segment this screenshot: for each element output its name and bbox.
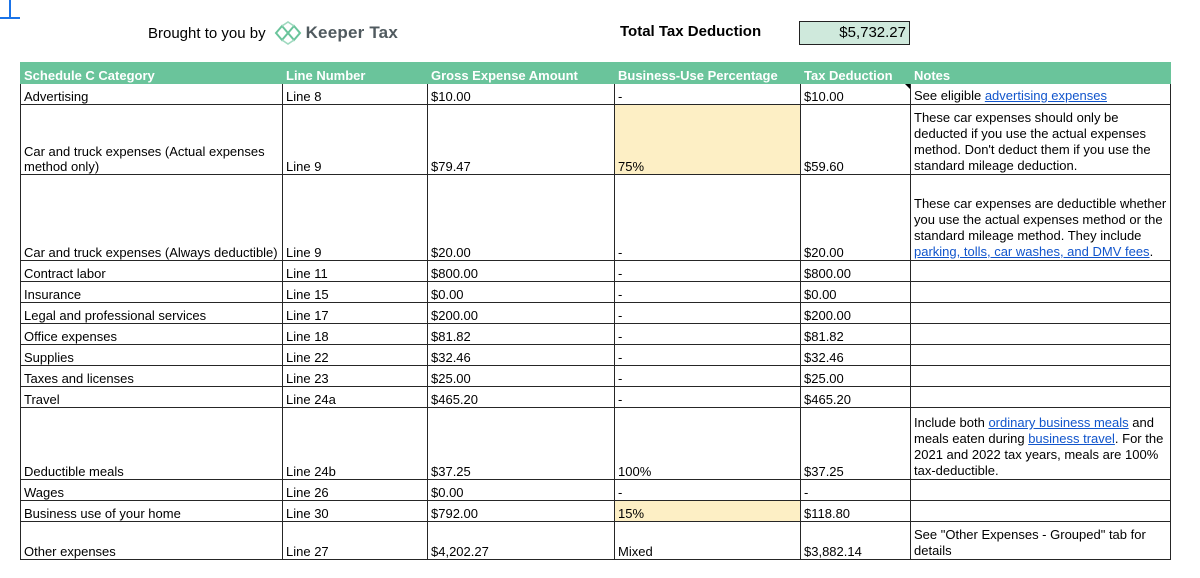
line-cell[interactable]: Line 9 (283, 105, 428, 175)
line-cell[interactable]: Line 15 (283, 282, 428, 303)
notes-cell[interactable]: See "Other Expenses - Grouped" tab for details (911, 522, 1171, 560)
keeper-tax-logo-icon (274, 21, 302, 45)
notes-cell[interactable] (911, 261, 1171, 282)
line-cell[interactable]: Line 23 (283, 366, 428, 387)
line-cell[interactable]: Line 24a (283, 387, 428, 408)
notes-cell[interactable] (911, 105, 1171, 175)
note-text-end: . (1149, 244, 1154, 259)
notes-cell[interactable] (911, 387, 1171, 408)
table-header-row (21, 63, 1171, 84)
line-cell[interactable]: Line 30 (283, 501, 428, 522)
category-cell[interactable]: Contract labor (21, 261, 283, 282)
percentage-cell[interactable]: - (615, 84, 801, 105)
deduction-cell[interactable]: $200.00 (801, 303, 911, 324)
notes-cell[interactable] (911, 84, 1171, 105)
brand-credit (148, 22, 398, 44)
parking-tolls-link[interactable]: parking, tolls, car washes, and DMV fees (914, 244, 1150, 259)
table-row (21, 366, 1171, 387)
notes-cell[interactable] (911, 366, 1171, 387)
category-cell[interactable]: Taxes and licenses (21, 366, 283, 387)
notes-cell[interactable] (911, 282, 1171, 303)
note-text-mid: and meals eaten during (914, 415, 1154, 446)
gross-cell[interactable]: $81.82 (428, 324, 615, 345)
schedule-c-table (20, 62, 1171, 560)
line-cell[interactable]: Line 17 (283, 303, 428, 324)
line-cell[interactable]: Line 26 (283, 480, 428, 501)
percentage-cell[interactable]: - (615, 387, 801, 408)
deduction-cell[interactable]: $59.60 (801, 105, 911, 175)
deduction-cell[interactable]: $37.25 (801, 408, 911, 480)
percentage-cell[interactable]: - (615, 303, 801, 324)
note-text-end: . For the 2021 and 2022 tax years, meals are 100% tax-deductible. (914, 431, 1164, 478)
percentage-cell[interactable]: 15% (615, 501, 801, 522)
percentage-cell[interactable]: 100% (615, 408, 801, 480)
table-row (21, 303, 1171, 324)
deduction-cell[interactable]: $0.00 (801, 282, 911, 303)
deduction-cell[interactable]: $465.20 (801, 387, 911, 408)
deduction-cell[interactable]: - (801, 480, 911, 501)
percentage-cell[interactable]: - (615, 282, 801, 303)
line-cell[interactable]: Line 24b (283, 408, 428, 480)
gross-cell[interactable]: $79.47 (428, 105, 615, 175)
percentage-cell[interactable]: - (615, 345, 801, 366)
deduction-cell[interactable]: $118.80 (801, 501, 911, 522)
gross-cell[interactable]: $0.00 (428, 282, 615, 303)
percentage-cell[interactable]: - (615, 261, 801, 282)
percentage-cell[interactable]: - (615, 366, 801, 387)
gross-cell[interactable]: $25.00 (428, 366, 615, 387)
table-row (21, 261, 1171, 282)
gross-cell[interactable]: $32.46 (428, 345, 615, 366)
category-cell[interactable]: Advertising (21, 84, 283, 105)
gross-cell[interactable]: $20.00 (428, 175, 615, 261)
column-header-notes[interactable]: Notes (911, 63, 1171, 84)
notes-cell[interactable] (911, 303, 1171, 324)
table-row (21, 324, 1171, 345)
percentage-cell[interactable]: 75% (615, 105, 801, 175)
table-row (21, 387, 1171, 408)
note-text: Include both (914, 415, 989, 430)
deduction-cell[interactable]: $20.00 (801, 175, 911, 261)
column-header-line[interactable]: Line Number (283, 63, 428, 84)
table-row (21, 480, 1171, 501)
percentage-cell[interactable]: Mixed (615, 522, 801, 560)
category-cell[interactable]: Travel (21, 387, 283, 408)
category-cell[interactable]: Other expenses (21, 522, 283, 560)
percentage-cell[interactable]: - (615, 175, 801, 261)
business-travel-link[interactable]: business travel (1028, 431, 1115, 446)
category-cell[interactable]: Deductible meals (21, 408, 283, 480)
percentage-cell[interactable]: - (615, 480, 801, 501)
cell-selection-corner-icon (0, 0, 20, 22)
category-cell[interactable]: Car and truck expenses (Always deductible) (21, 175, 283, 261)
gross-cell[interactable]: $200.00 (428, 303, 615, 324)
line-cell[interactable]: Line 27 (283, 522, 428, 560)
notes-cell[interactable] (911, 324, 1171, 345)
category-cell[interactable]: Insurance (21, 282, 283, 303)
table-row (21, 345, 1171, 366)
category-cell[interactable]: Legal and professional services (21, 303, 283, 324)
line-cell[interactable]: Line 8 (283, 84, 428, 105)
brand-name: Keeper Tax (305, 23, 398, 42)
line-cell[interactable]: Line 18 (283, 324, 428, 345)
ordinary-business-meals-link[interactable]: ordinary business meals (988, 415, 1129, 430)
table-row (21, 282, 1171, 303)
table-row (21, 84, 1171, 105)
deduction-cell[interactable]: $32.46 (801, 345, 911, 366)
column-header-category[interactable]: Schedule C Category (21, 63, 283, 84)
category-cell[interactable]: Supplies (21, 345, 283, 366)
notes-cell[interactable] (911, 175, 1171, 261)
deduction-cell[interactable]: $10.00 (801, 84, 911, 105)
gross-cell[interactable]: $37.25 (428, 408, 615, 480)
column-header-deduction[interactable]: Tax Deduction (801, 63, 911, 84)
gross-cell[interactable]: $0.00 (428, 480, 615, 501)
note-text: See eligible (914, 88, 985, 103)
brought-by-text: Brought to you by (148, 24, 266, 42)
line-cell[interactable]: Line 9 (283, 175, 428, 261)
deduction-cell[interactable]: $3,882.14 (801, 522, 911, 560)
notes-cell[interactable] (911, 345, 1171, 366)
table-row (21, 408, 1171, 480)
notes-cell[interactable] (911, 501, 1171, 522)
table-row (21, 105, 1171, 175)
notes-cell[interactable] (911, 480, 1171, 501)
note-text: These car expenses should only be deducted if you use the actual expenses method. Don't deduct them if you use the standard mileage deduction. (914, 110, 1151, 173)
column-header-gross[interactable]: Gross Expense Amount (428, 63, 615, 84)
gross-cell[interactable]: $465.20 (428, 387, 615, 408)
deduction-cell[interactable]: $25.00 (801, 366, 911, 387)
gross-cell[interactable]: $792.00 (428, 501, 615, 522)
percentage-cell[interactable]: - (615, 324, 801, 345)
line-cell[interactable]: Line 11 (283, 261, 428, 282)
category-cell[interactable]: Office expenses (21, 324, 283, 345)
table-row (21, 522, 1171, 560)
deduction-cell[interactable]: $800.00 (801, 261, 911, 282)
gross-cell[interactable]: $10.00 (428, 84, 615, 105)
line-cell[interactable]: Line 22 (283, 345, 428, 366)
gross-cell[interactable]: $800.00 (428, 261, 615, 282)
note-text: These car expenses are deductible whether you use the actual expenses method or the standard mileage method. They include (914, 196, 1167, 243)
notes-cell[interactable] (911, 408, 1171, 480)
category-cell[interactable]: Business use of your home (21, 501, 283, 522)
category-cell[interactable]: Car and truck expenses (Actual expenses method only) (21, 105, 283, 175)
total-deduction-value[interactable]: $5,732.27 (799, 21, 910, 45)
table-row (21, 175, 1171, 261)
total-deduction-label: Total Tax Deduction (620, 23, 762, 40)
category-cell[interactable]: Wages (21, 480, 283, 501)
column-header-percentage[interactable]: Business-Use Percentage (615, 63, 801, 84)
deduction-cell[interactable]: $81.82 (801, 324, 911, 345)
table-row (21, 501, 1171, 522)
gross-cell[interactable]: $4,202.27 (428, 522, 615, 560)
advertising-expenses-link[interactable]: advertising expenses (984, 88, 1107, 103)
